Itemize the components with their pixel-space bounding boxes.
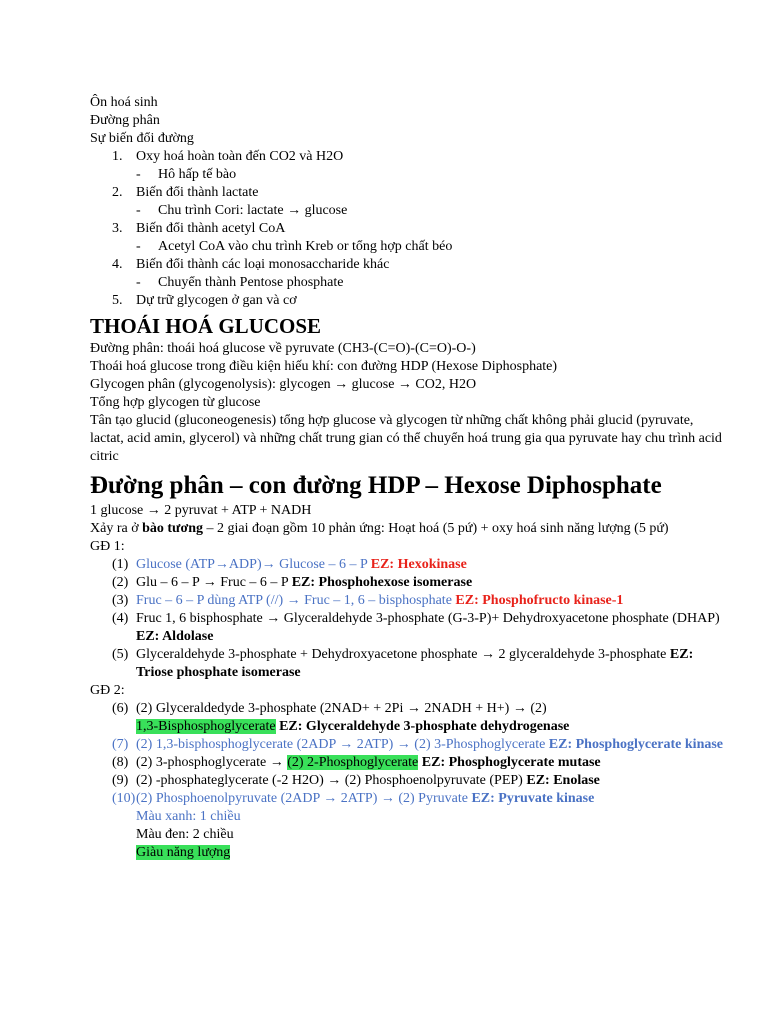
reaction-step: (8) (2) 3-phosphoglycerate → (2) 2-Phosphoglycerate EZ: Phosphoglycerate mutase	[112, 755, 601, 770]
reaction-step: (1) Glucose (ATP→ADP)→ Glucose – 6 – P EZ: Hexokinase	[112, 557, 467, 572]
list-item: 1. Oxy hoá hoàn toàn đến CO2 và H2O	[112, 149, 344, 164]
doc-subtitle: Đường phân	[90, 113, 160, 128]
reaction-step: (6) (2) Glyceraldedyde 3-phosphate (2NAD+ + 2Pi → 2NADH + H+) → (2) 1,3-Bisphosphoglycerate EZ: Glyceraldehyde 3-phosphate dehydrogenase	[112, 701, 570, 734]
section-intro: Sự biến đổi đường	[90, 131, 194, 146]
list-item: 2. Biến đổi thành lactate	[112, 185, 259, 200]
stage-label: GĐ 1:	[90, 539, 125, 554]
heading-glycolysis-hdp: Đường phân – con đường HDP – Hexose Diphosphate	[90, 472, 662, 499]
reaction-step: (5) Glyceraldehyde 3-phosphate + Dehydroxyacetone phosphate → 2 glyceraldehyde 3-phosphate EZ: Triose phosphate isomerase	[112, 647, 694, 680]
reaction-step: (7) (2) 1,3-bisphosphoglycerate (2ADP → 2ATP) → (2) 3-Phosphoglycerate EZ: Phosphoglycerate kinase	[112, 737, 724, 752]
list-subitem: - Chuyển thành Pentose phosphate	[136, 275, 344, 290]
reaction-step: (9) (2) -phosphateglycerate (-2 H2O) → (2) Phosphoenolpyruvate (PEP) EZ: Enolase	[112, 773, 600, 788]
legend-black: Màu đen: 2 chiều	[136, 827, 234, 842]
list-item: 5. Dự trữ glycogen ở gan và cơ	[112, 293, 297, 308]
list-item: 4. Biến đổi thành các loại monosaccharide khác	[112, 257, 390, 272]
list-subitem: - Chu trình Cori: lactate → glucose	[136, 203, 348, 218]
list-subitem: - Acetyl CoA vào chu trình Kreb or tổng hợp chất béo	[136, 239, 453, 254]
stage-label: GĐ 2:	[90, 683, 125, 698]
reaction-step: (4) Fruc 1, 6 bisphosphate → Glyceraldehyde 3-phosphate (G-3-P)+ Dehydroxyacetone phosphate (DHAP)	[112, 611, 720, 626]
paragraph: Tân tạo glucid (gluconeogenesis) tổng hợp glucose và glycogen từ những chất không phải glucid (pyruvate, lactat, acid amin, glycerol) và những chất trung gian có thể chuyển hoá trung gia qua pyruvate hay chu trình acid citric	[90, 413, 722, 464]
enzyme-label: EZ: Aldolase	[136, 629, 214, 644]
reaction-step: (10) (2) Phosphoenolpyruvate (2ADP → 2ATP) → (2) Pyruvate EZ: Pyruvate kinase	[112, 791, 595, 806]
legend-green: Giàu năng lượng	[136, 845, 231, 860]
doc-title: Ôn hoá sinh	[90, 95, 158, 110]
heading-glucose-catabolism: THOÁI HOÁ GLUCOSE	[90, 314, 322, 338]
list-subitem: - Hô hấp tế bào	[136, 167, 237, 182]
paragraph: Glycogen phân (glycogenolysis): glycogen → glucose → CO2, H2O	[90, 377, 477, 392]
equation: 1 glucose → 2 pyruvat + ATP + NADH	[90, 503, 312, 518]
paragraph: Đường phân: thoái hoá glucose về pyruvate (CH3-(C=O)-(C=O)-O-)	[90, 341, 476, 356]
paragraph: Thoái hoá glucose trong điều kiện hiếu khí: con đường HDP (Hexose Diphosphate)	[90, 359, 558, 374]
paragraph-location: Xảy ra ở bào tương – 2 giai đoạn gồm 10 phản ứng: Hoạt hoá (5 pứ) + oxy hoá sinh năng lượng (5 pứ)	[90, 521, 669, 536]
paragraph: Tổng hợp glycogen từ glucose	[90, 395, 261, 410]
legend-blue: Màu xanh: 1 chiều	[136, 809, 241, 824]
reaction-step: (2) Glu – 6 – P → Fruc – 6 – P EZ: Phosphohexose isomerase	[112, 575, 473, 590]
list-item: 3. Biến đổi thành acetyl CoA	[112, 221, 286, 236]
reaction-step: (3) Fruc – 6 – P dùng ATP (//) → Fruc – 1, 6 – bisphosphate EZ: Phosphofructo kinase-1	[112, 593, 624, 608]
